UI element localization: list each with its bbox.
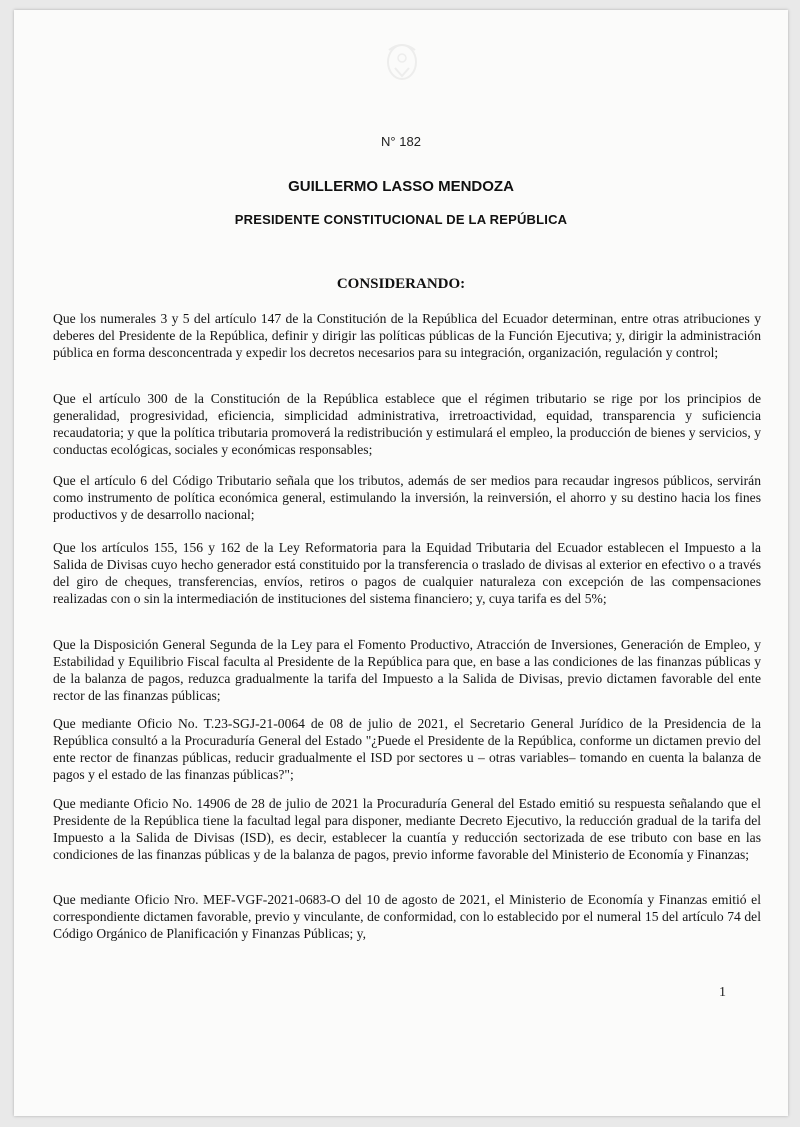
page-number: 1 [719,985,726,1000]
coat-of-arms-watermark-icon [379,38,425,84]
paragraph: Que el artículo 300 de la Constitución de la República establece que el régimen tributario se rige por los principios de generalidad, progresividad, eficiencia, simplicidad administrativa, irretroactividad, equidad, transparencia y suficiencia recaudatoria; y que la política tributaria promoverá la redistribución y estimulará el empleo, la producción de bienes y servicios, y conductas ecológicas, sociales y económicas responsables; [53,391,761,457]
paragraph: Que mediante Oficio Nro. MEF-VGF-2021-0683-O del 10 de agosto de 2021, el Ministerio de Economía y Finanzas emitió el correspondiente dictamen favorable, previo y vinculante, de conformidad, con lo establecido por el numeral 15 del artículo 74 del Código Orgánico de Planificación y Finanzas Públicas; y, [53,892,761,941]
paragraph: Que el artículo 6 del Código Tributario señala que los tributos, además de ser medios para recaudar ingresos públicos, servirán como instrumento de política económica general, estimulando la inversión, la reinversión, el ahorro y su destino hacia los fines productivos y de desarrollo nacional; [53,473,761,522]
paragraph: Que la Disposición General Segunda de la Ley para el Fomento Productivo, Atracción de Inversiones, Generación de Empleo, y Estabilidad y Equilibrio Fiscal faculta al Presidente de la República para que, en base a las condiciones de las finanzas públicas y de la balanza de pagos, reduzca gradualmente la tarifa del Impuesto a la Salida de Divisas, previo dictamen favorable del ente rector de las finanzas públicas; [53,637,761,703]
author-name: GUILLERMO LASSO MENDOZA [288,178,514,195]
paragraph: Que los artículos 155, 156 y 162 de la Ley Reformatoria para la Equidad Tributaria del Ecuador establecen el Impuesto a la Salida de Divisas cuyo hecho generador está constituido por la transferencia o traslado de divisas al exterior en efectivo o a través del giro de cheques, transferencias, envíos, retiros o pagos de cualquier naturaleza con excepción de las compensaciones realizadas con o sin la intermediación de instituciones del sistema financiero; y, cuya tarifa es del 5%; [53,540,761,606]
document-page [14,10,788,1116]
paragraph: Que mediante Oficio No. T.23-SGJ-21-0064 de 08 de julio de 2021, el Secretario General Jurídico de la Presidencia de la República consultó a la Procuraduría General del Estado "¿Puede el Presidente de la República, conforme un dictamen previo del ente rector de finanzas públicas, reducir gradualmente el ISD por sectores u – otras variables– tomando en cuenta la balanza de pagos y el estado de las finanzas públicas?"; [53,716,761,782]
author-title: PRESIDENTE CONSTITUCIONAL DE LA REPÚBLICA [234,212,568,227]
document-number: N° 182 [381,134,421,149]
paragraph: Que mediante Oficio No. 14906 de 28 de julio de 2021 la Procuraduría General del Estado emitió su respuesta señalando que el Presidente de la República tiene la facultad legal para disponer, mediante Decreto Ejecutivo, la reducción gradual de la tarifa del Impuesto a la Salida de Divisas (ISD), es decir, establecer la cuantía y reducción sectorizada de ese tributo con base en las condiciones de las finanzas públicas y de la balanza de pagos, previo informe favorable del Ministerio de Economía y Finanzas; [53,796,761,862]
paragraph: Que los numerales 3 y 5 del artículo 147 de la Constitución de la República del Ecuador determinan, entre otras atribuciones y deberes del Presidente de la República, definir y dirigir las políticas públicas de la Función Ejecutiva; y, dirigir la administración pública en forma desconcentrada y expedir los decretos necesarios para su integración, organización, regulación y control; [53,311,761,360]
section-heading: CONSIDERANDO: [336,276,466,292]
